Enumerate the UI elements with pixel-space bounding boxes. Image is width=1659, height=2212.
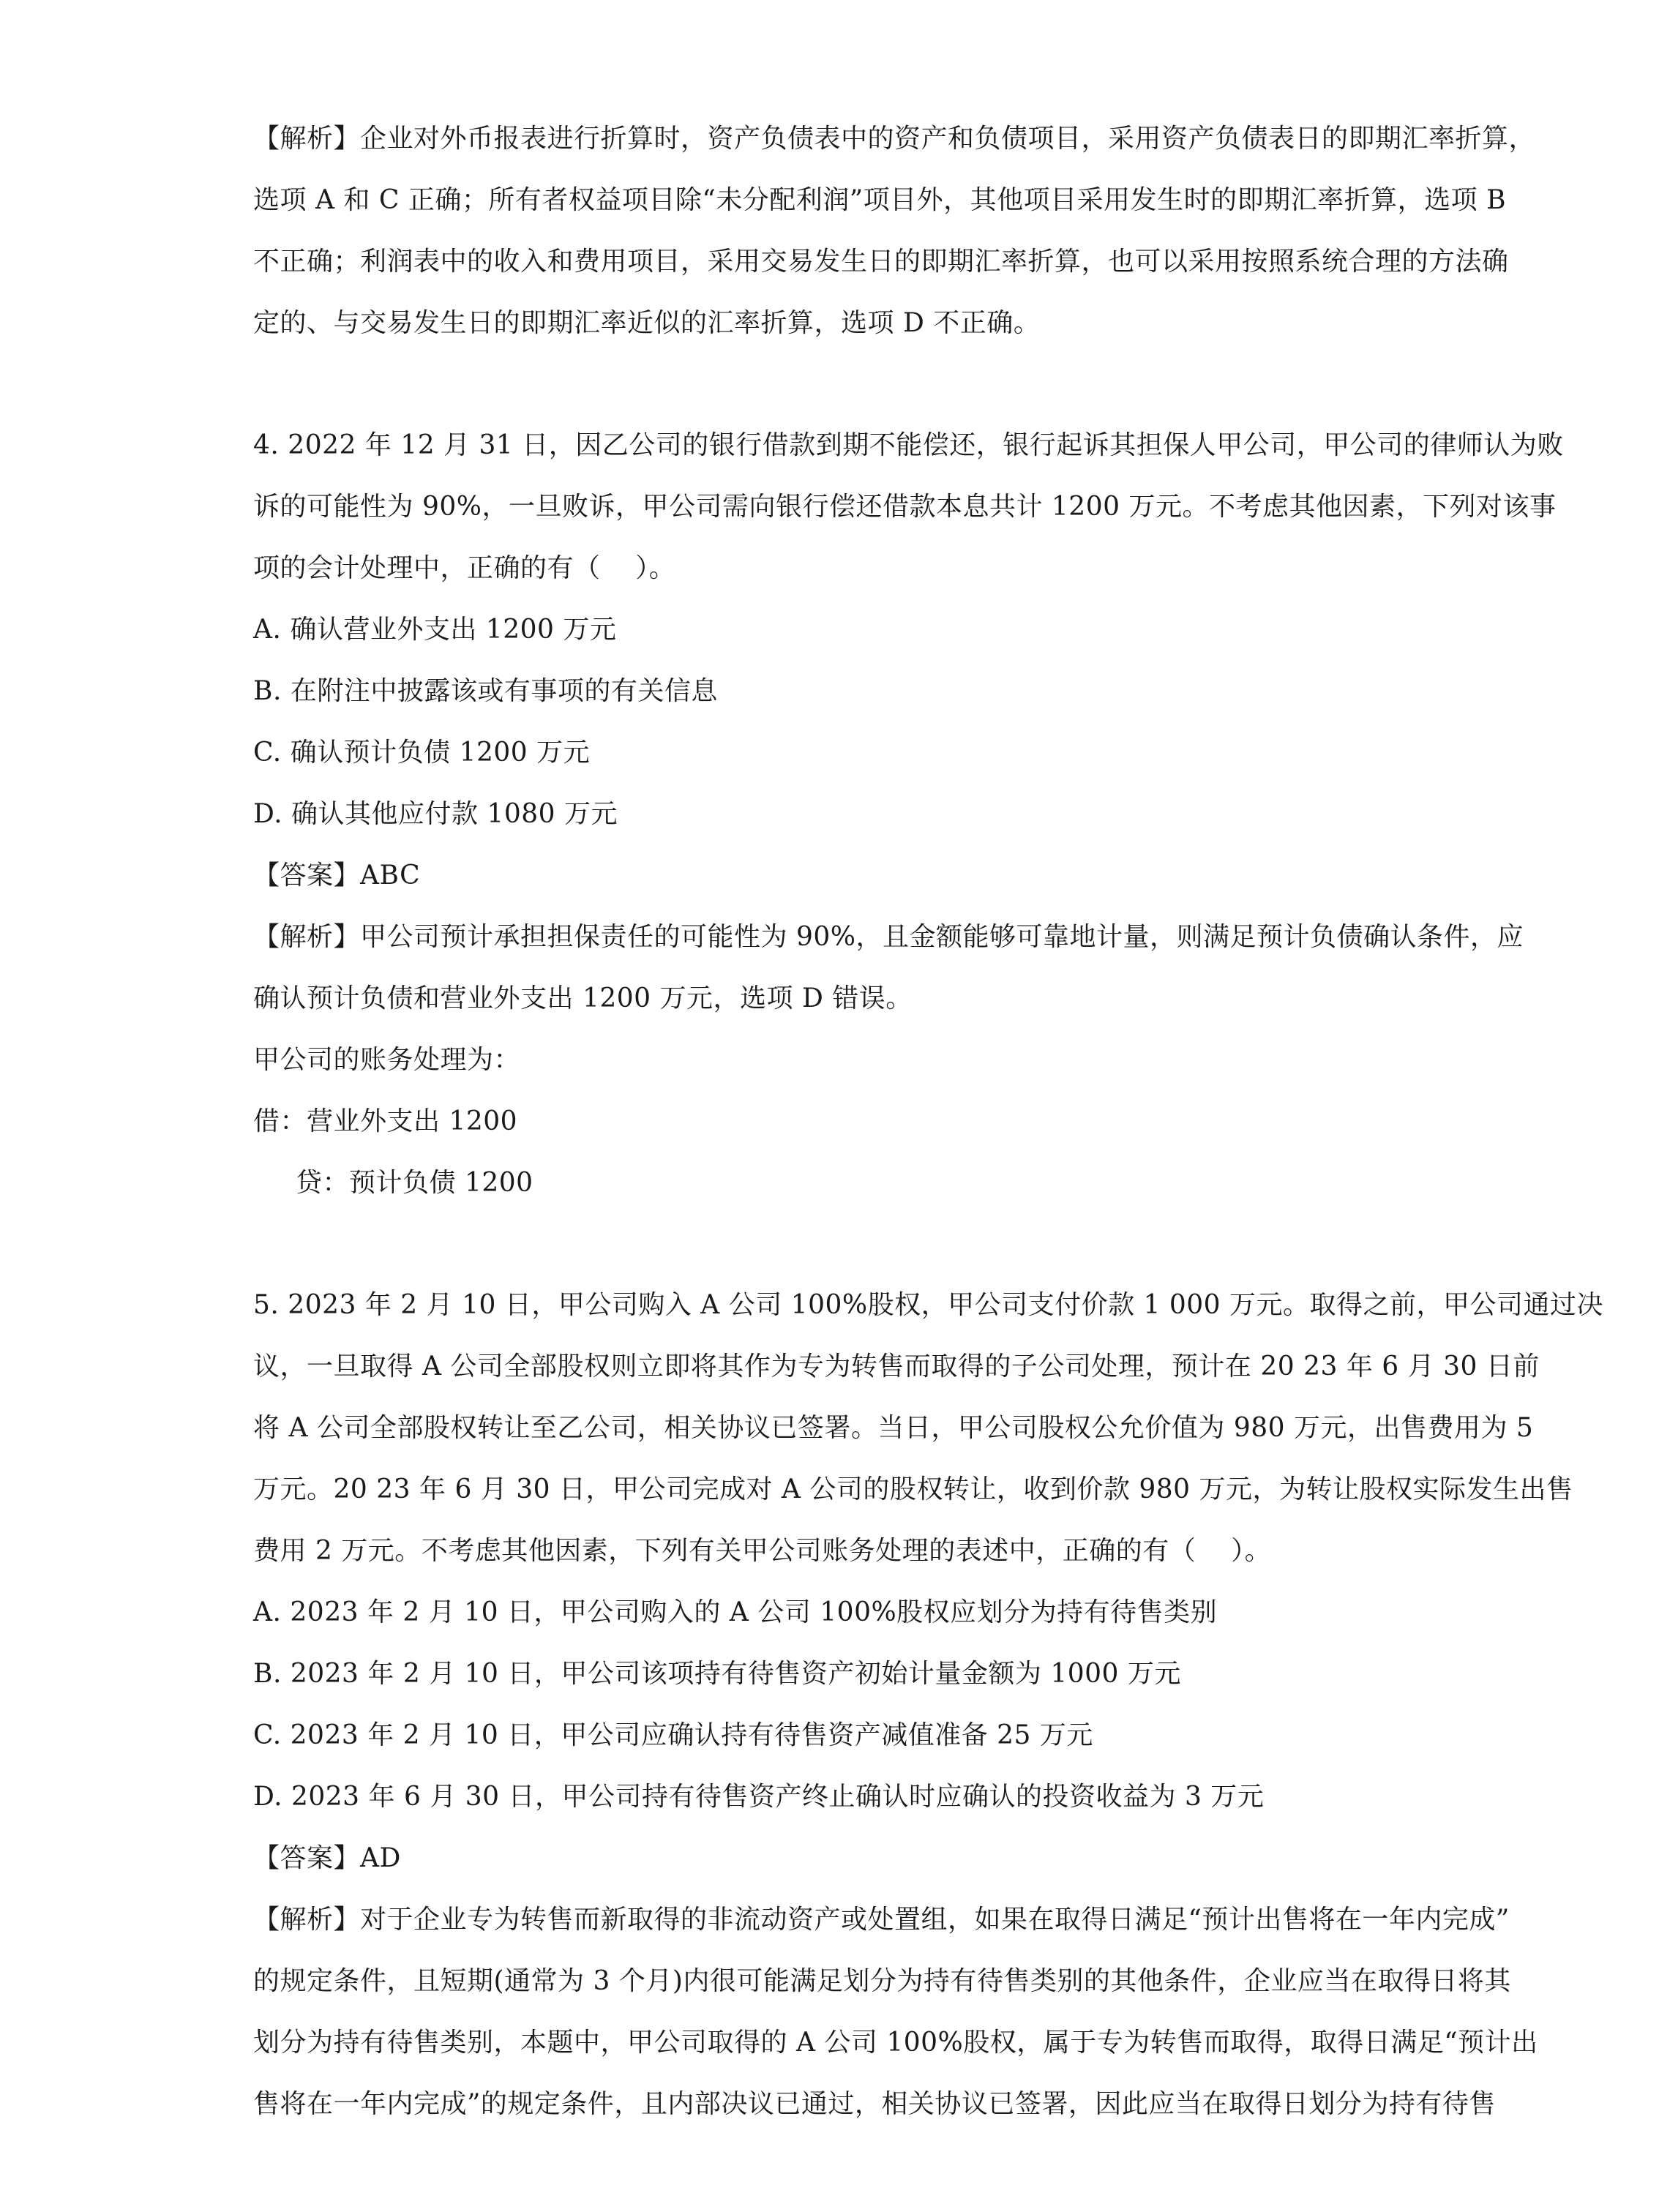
option-line: C. 2023 年 2 月 10 日，甲公司应确认持有待售资产减值准备 25 万元 (253, 1720, 1093, 1750)
text-line: 定的、与交易发生日的即期汇率近似的汇率折算，选项 D 不正确。 (253, 308, 1041, 338)
analysis-line: 的规定条件，且短期(通常为 3 个月)内很可能满足划分为持有待售类别的其他条件，企业应当在取得日将其 (253, 1966, 1511, 1996)
analysis-line: 【解析】对于企业专为转售而新取得的非流动资产或处置组，如果在取得日满足“预计出售将在一年内完成” (253, 1905, 1510, 1935)
option-line: A. 2023 年 2 月 10 日，甲公司购入的 A 公司 100%股权应划分为持有待售类别 (253, 1597, 1218, 1627)
journal-entry-credit: 贷：预计负债 1200 (296, 1168, 533, 1198)
text-line: 甲公司的账务处理为： (253, 1045, 521, 1075)
option-line: D. 2023 年 6 月 30 日，甲公司持有待售资产终止确认时应确认的投资收益为 3 万元 (253, 1782, 1265, 1812)
option-line: A. 确认营业外支出 1200 万元 (253, 615, 617, 645)
question-5-line: 将 A 公司全部股权转让至乙公司，相关协议已签署。当日，甲公司股权公允价值为 980 万元，出售费用为 5 (253, 1413, 1534, 1443)
question-4-line: 项的会计处理中，正确的有（ ）。 (253, 553, 676, 583)
answer-line: 【答案】ABC (253, 861, 421, 891)
option-line: C. 确认预计负债 1200 万元 (253, 738, 591, 768)
answer-line: 【答案】AD (253, 1843, 401, 1873)
analysis-line: 【解析】甲公司预计承担担保责任的可能性为 90%，且金额能够可靠地计量，则满足预计负债确认条件，应 (253, 922, 1524, 952)
question-4-line: 诉的可能性为 90%，一旦败诉，甲公司需向银行偿还借款本息共计 1200 万元。不考虑其他因素，下列对该事 (253, 492, 1557, 522)
question-5-line: 5. 2023 年 2 月 10 日，甲公司购入 A 公司 100%股权，甲公司支付价款 1 000 万元。取得之前，甲公司通过决 (253, 1290, 1604, 1320)
text-line: 【解析】企业对外币报表进行折算时，资产负债表中的资产和负债项目，采用资产负债表日的即期汇率折算， (253, 124, 1536, 154)
question-5-line: 费用 2 万元。不考虑其他因素，下列有关甲公司账务处理的表述中，正确的有（ ）。 (253, 1536, 1272, 1566)
analysis-line: 确认预计负债和营业外支出 1200 万元，选项 D 错误。 (253, 983, 913, 1013)
question-4-line: 4. 2022 年 12 月 31 日，因乙公司的银行借款到期不能偿还，银行起诉其担保人甲公司，甲公司的律师认为败 (253, 430, 1564, 460)
option-line: B. 2023 年 2 月 10 日，甲公司该项持有待售资产初始计量金额为 1000 万元 (253, 1659, 1181, 1689)
question-5-line: 万元。20 23 年 6 月 30 日，甲公司完成对 A 公司的股权转让，收到价款 980 万元，为转让股权实际发生出售 (253, 1474, 1573, 1504)
analysis-line: 划分为持有待售类别，本题中，甲公司取得的 A 公司 100%股权，属于专为转售而取得，取得日满足“预计出 (253, 2028, 1538, 2058)
text-line: 不正确；利润表中的收入和费用项目，采用交易发生日的即期汇率折算，也可以采用按照系统合理的方法确 (253, 247, 1509, 277)
option-line: D. 确认其他应付款 1080 万元 (253, 799, 618, 829)
journal-entry-debit: 借：营业外支出 1200 (253, 1106, 518, 1136)
question-5-line: 议，一旦取得 A 公司全部股权则立即将其作为专为转售而取得的子公司处理，预计在 20 23 年 6 月 30 日前 (253, 1351, 1540, 1381)
text-line: 选项 A 和 C 正确；所有者权益项目除“未分配利润”项目外，其他项目采用发生时的即期汇率折算，选项 B (253, 185, 1507, 215)
option-line: B. 在附注中披露该或有事项的有关信息 (253, 676, 718, 706)
analysis-line: 售将在一年内完成”的规定条件，且内部决议已通过，相关协议已签署，因此应当在取得日划分为持有待售 (253, 2089, 1496, 2119)
